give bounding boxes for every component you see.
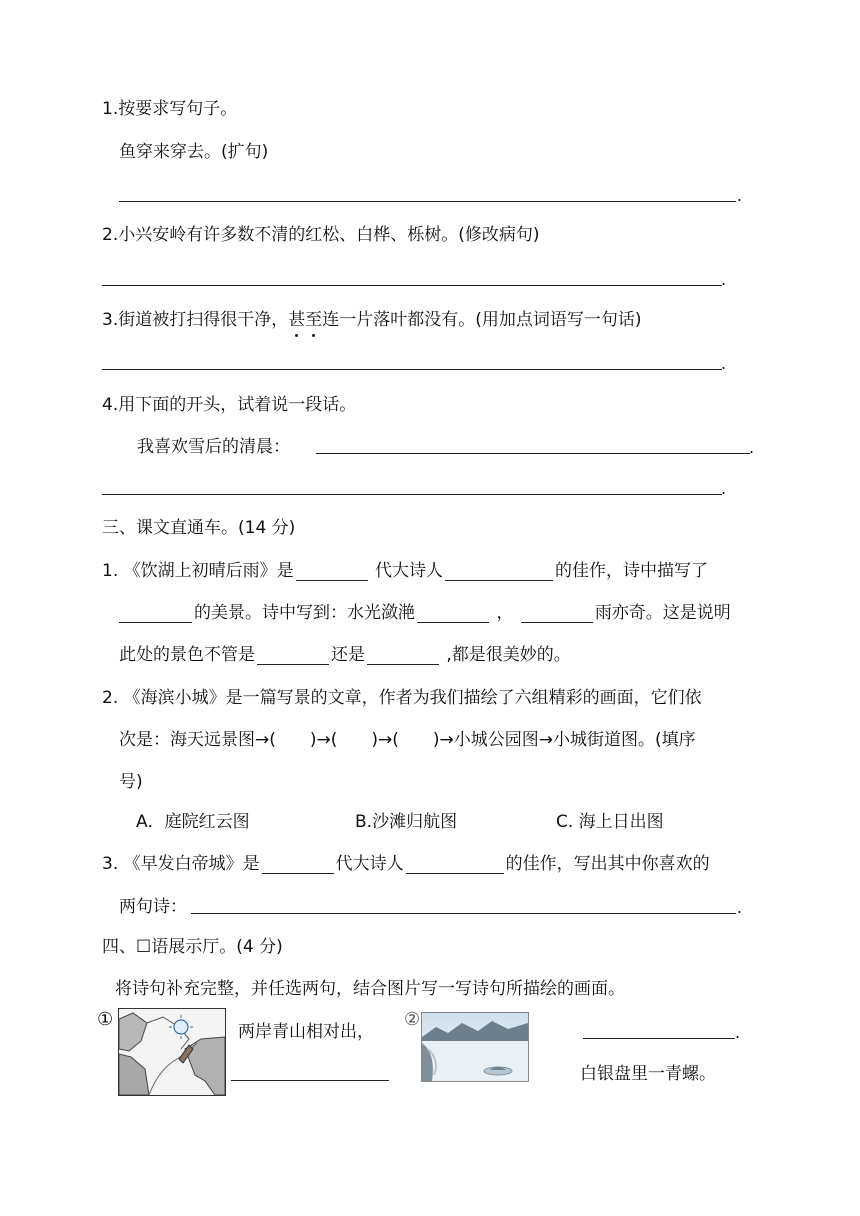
q2-label: 2.小兴安岭有许多数不清的红松、白桦、栎树。(修改病句): [102, 225, 540, 245]
q4-answer-line-2[interactable]: [102, 494, 722, 495]
lake-island-image: [421, 1012, 529, 1082]
s3-q2-line3: 号): [119, 772, 143, 792]
q1-period: .: [737, 186, 743, 205]
q4-answer-line-1[interactable]: [316, 453, 750, 454]
s3-q1-line3: 此处的景色不管是 还是 ,都是很美妙的。: [119, 645, 571, 665]
item2-answer-line[interactable]: [583, 1038, 735, 1039]
q3-dotted-char-2: 至: [305, 310, 322, 330]
section4-heading: 四、☐语展示厅。(4 分): [102, 937, 283, 957]
blank-poet-2[interactable]: [406, 855, 504, 874]
blank-dynasty[interactable]: [296, 562, 368, 581]
q3-answer-line[interactable]: [102, 369, 722, 370]
s3-q3-answer-line[interactable]: [191, 913, 736, 914]
section3-heading: 三、课文直通车。(14 分): [102, 518, 296, 538]
q4-period-2: .: [721, 479, 727, 498]
blank-weather-2[interactable]: [367, 646, 439, 665]
option-c: C. 海上日出图: [556, 812, 664, 832]
q1-answer-line[interactable]: [119, 201, 736, 202]
option-a: A．庭院红云图: [136, 812, 250, 832]
item2-number: ②: [404, 1009, 421, 1030]
river-mountains-image: [118, 1008, 226, 1096]
blank-poet[interactable]: [445, 562, 553, 581]
item1-text: 两岸青山相对出，: [238, 1022, 374, 1042]
blank-dynasty-2[interactable]: [262, 855, 334, 874]
q4-label: 4.用下面的开头，试着说一段话。: [102, 395, 357, 415]
blank-verse-1[interactable]: [417, 604, 489, 623]
section4-instruction: 将诗句补充完整，并任选两句，结合图片写一写诗句所描绘的画面。: [115, 979, 625, 999]
blank-verse-2[interactable]: [521, 604, 593, 623]
s3-q2-line2: 次是：海天远景图→( )→( )→( )→小城公园图→小城街道图。(填序: [119, 730, 696, 750]
emphasis-dot-icon: [295, 334, 298, 337]
q3-period: .: [721, 354, 727, 373]
item2-text: 白银盘里一青螺。: [580, 1064, 716, 1084]
q3-post: 连一片落叶都没有。(用加点词语写一句话): [322, 310, 642, 330]
s3-q3-period: .: [737, 898, 743, 917]
lake-island-illustration: [422, 1013, 528, 1081]
q3-label: [102, 310, 642, 330]
q1-label: 1.按要求写句子。: [102, 99, 238, 119]
s3-q1-line1: 1. 《饮湖上初晴后雨》是 代大诗人 的佳作，诗中描写了: [102, 561, 709, 581]
s3-q1-line2: 的美景。诗中写到：水光潋滟 ， 雨亦奇。这是说明: [119, 603, 731, 623]
s3-q3-line2: 两句诗：: [119, 897, 187, 917]
q2-answer-line[interactable]: [102, 285, 722, 286]
q1-sentence: 鱼穿来穿去。(扩句): [119, 142, 269, 162]
q3-dotted-char-1: 甚: [288, 310, 305, 330]
s3-q3-line1: 3. 《早发白帝城》是 代大诗人 的佳作，写出其中你喜欢的: [102, 854, 710, 874]
q3-pre: 3.街道被打扫得很干净，: [102, 310, 289, 330]
option-b: B.沙滩归航图: [355, 812, 458, 832]
q4-prompt: 我喜欢雪后的清晨：: [137, 437, 290, 457]
q4-period-1: .: [749, 438, 755, 457]
blank-weather-1[interactable]: [257, 646, 329, 665]
river-mountains-illustration: [119, 1009, 225, 1095]
s3-q2-line1: 2. 《海滨小城》是一篇写景的文章，作者为我们描绘了六组精彩的画面，它们依: [102, 688, 702, 708]
q2-period: .: [721, 270, 727, 289]
item1-number: ①: [97, 1009, 114, 1030]
emphasis-dot-icon: [312, 334, 315, 337]
blank-scene[interactable]: [119, 604, 192, 623]
item1-answer-line[interactable]: [231, 1080, 389, 1081]
item2-period: .: [735, 1023, 741, 1042]
